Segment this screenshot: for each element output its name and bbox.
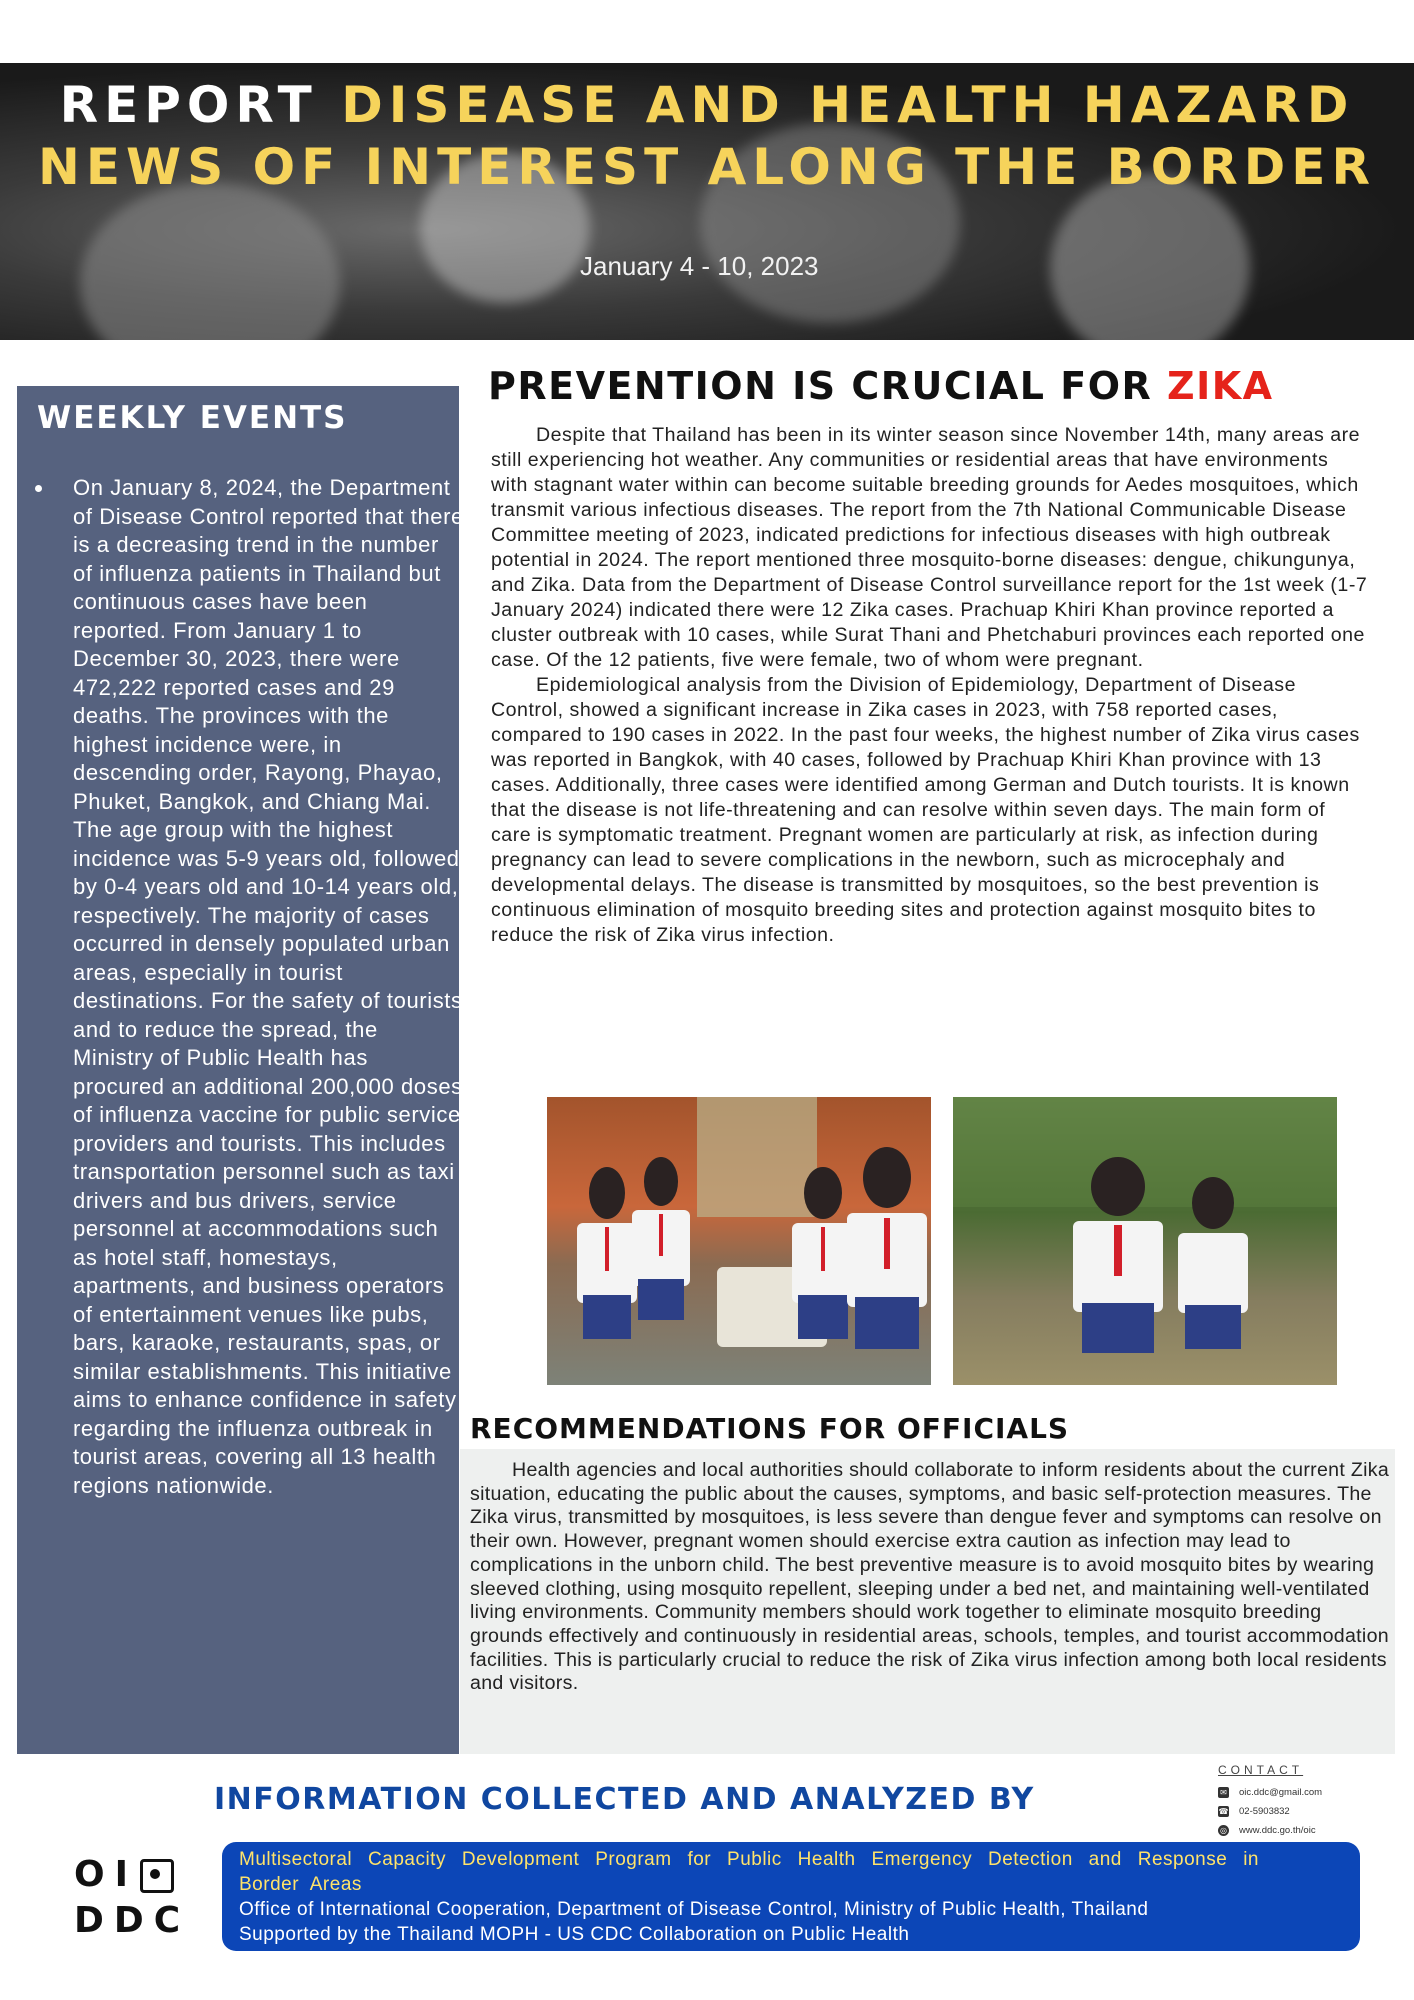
globe-icon: ◎ xyxy=(1218,1825,1229,1836)
header-banner xyxy=(0,63,1414,340)
support-note: Supported by the Thailand MOPH - US CDC Collaboration on Public Health xyxy=(239,1924,910,1945)
contact-phone[interactable]: 02-5903832 xyxy=(1239,1806,1290,1817)
email-icon: ✉ xyxy=(1218,1787,1229,1798)
student-figure xyxy=(847,1147,927,1382)
contact-label: CONTACT xyxy=(1218,1763,1304,1777)
contact-web[interactable]: www.ddc.go.th/oic xyxy=(1239,1825,1316,1836)
recommendations-text: Health agencies and local authorities should collaborate to inform residents about the current Zika situation, educating the public about the causes, symptoms, and basic self-protection measures. The Zika virus, transmitted by mosquitoes, is less severe than dengue fever and symptoms can resolve on their own. However, pregnant women should exercise extra caution as infection may lead to complications in the unborn child. The best preventive measure is to avoid mosquito bites by wearing sleeved clothing, using mosquito repellent, sleeping under a bed net, and maintaining well-ventilated living environments. Community members should work together to eliminate mosquito breeding grounds effectively and continuously in residential areas, schools, temples, and tourist accommodation facilities. This is particularly crucial to reduce the risk of Zika virus infection among both local residents and visitors. xyxy=(470,1459,1390,1695)
article-paragraph: Epidemiological analysis from the Division of Epidemiology, Department of Disease Control, showed a significant increase in Zika cases in 2023, with 758 reported cases, compared to 190 cases in 2022. In the past four weeks, the highest number of Zika virus cases was reported in Bangkok, with 40 cases, followed by Prachuap Khiri Khan province with 13 cases. Additionally, three cases were identified among German and Dutch tourists. It is known that the disease is not life-threatening and can resolve within seven days. The main form of care is symptomatic treatment. Pregnant women are particularly at risk, as infection during pregnancy can lead to severe complications in the newborn, such as microcephaly and developmental delays. The disease is transmitted by mosquitoes, so the best prevention is continuous elimination of mosquito breeding sites and protection against mosquito bites to reduce the risk of Zika virus infection. xyxy=(491,674,1360,946)
program-name: Multisectoral Capacity Development Program for Public Health Emergency Detection and Response in Border Areas xyxy=(239,1849,1259,1895)
article-paragraph: Despite that Thailand has been in its winter season since November 14th, many areas are still experiencing hot weather. Any communities or residential areas that have environments with stagnant water within can become suitable breeding grounds for Aedes mosquitoes, which transmit various infectious diseases. The report from the 7th National Communicable Disease Committee meeting of 2023, indicated predictions for infectious diseases with high outbreak potential in 2024. The report mentioned three mosquito-borne diseases: dengue, chikungunya, and Zika. Data from the Department of Disease Control surveillance report for the 1st week (1-7 January 2024) indicated there were 12 Zika cases. Prachuap Khiri Khan province reported a cluster outbreak with 10 cases, while Surat Thani and Phetchaburi provinces each reported one case. Of the 12 patients, five were female, two of whom were pregnant. xyxy=(491,424,1368,671)
student-figure xyxy=(577,1167,637,1367)
photo-students-outdoor xyxy=(953,1097,1337,1385)
program-info-box xyxy=(222,1842,1360,1951)
contact-phone-row[interactable] xyxy=(1218,1802,1398,1821)
weekly-events-heading: WEEKLY EVENTS xyxy=(37,400,348,436)
contact-email[interactable]: oic.ddc@gmail.com xyxy=(1239,1787,1323,1798)
eye-icon xyxy=(140,1859,174,1893)
student-figure xyxy=(792,1167,854,1367)
banner-photo-blur xyxy=(1050,173,1250,340)
report-date: January 4 - 10, 2023 xyxy=(580,251,819,281)
report-title-line2: NEWS OF INTEREST ALONG THE BORDER xyxy=(38,138,1376,196)
banner-photo-blur xyxy=(80,183,340,340)
contact-email-row[interactable] xyxy=(1218,1783,1398,1802)
student-figure xyxy=(1073,1157,1163,1385)
article-title: PREVENTION IS CRUCIAL FOR ZIKA xyxy=(488,364,1274,408)
report-title-line1: REPORT DISEASE AND HEALTH HAZARD xyxy=(59,76,1355,134)
article-body xyxy=(491,423,1371,948)
info-collected-heading: INFORMATION COLLECTED AND ANALYZED BY xyxy=(214,1782,1035,1817)
zika-highlight: ZIKA xyxy=(1167,364,1274,408)
contact-web-row[interactable] xyxy=(1218,1821,1398,1840)
recommendations-heading: RECOMMENDATIONS FOR OFFICIALS xyxy=(470,1412,1070,1445)
oic-ddc-logo: OI DDC xyxy=(74,1854,191,1941)
contact-block xyxy=(1218,1763,1398,1840)
student-figure xyxy=(1178,1177,1248,1377)
weekly-events-list xyxy=(37,474,465,1500)
phone-icon: ☎ xyxy=(1218,1807,1229,1816)
weekly-events-panel xyxy=(17,386,464,1754)
weekly-event-item: • On January 8, 2024, the Department of Disease Control reported that there is a decreasing trend in the number of influenza patients in Thailand but continuous cases have been reported. From January 1 to December 30, 2023, there were 472,222 reported cases and 29 deaths. The provinces with the highest incidence were, in descending order, Rayong, Phayao, Phuket, Bangkok, and Chiang Mai. The age group with the highest incidence was 5-9 years old, followed by 0-4 years old and 10-14 years old, respectively. The majority of cases occurred in densely populated urban areas, especially in tourist destinations. For the safety of tourists and to reduce the spread, the Ministry of Public Health has procured an additional 200,000 doses of influenza vaccine for public service providers and tourists. This includes transportation personnel such as taxi drivers and bus drivers, service personnel at accommodations such as hotel staff, homestays, apartments, and business operators of entertainment venues like pubs, bars, karaoke, restaurants, spas, or similar establishments. This initiative aims to enhance confidence in safety regarding the influenza outbreak in tourist areas, covering all 13 health regions nationwide. xyxy=(55,474,465,1500)
student-figure xyxy=(632,1157,690,1347)
office-name: Office of International Cooperation, Department of Disease Control, Ministry of Public Health, Thailand xyxy=(239,1899,1149,1920)
photo-students-water-basin xyxy=(547,1097,931,1385)
